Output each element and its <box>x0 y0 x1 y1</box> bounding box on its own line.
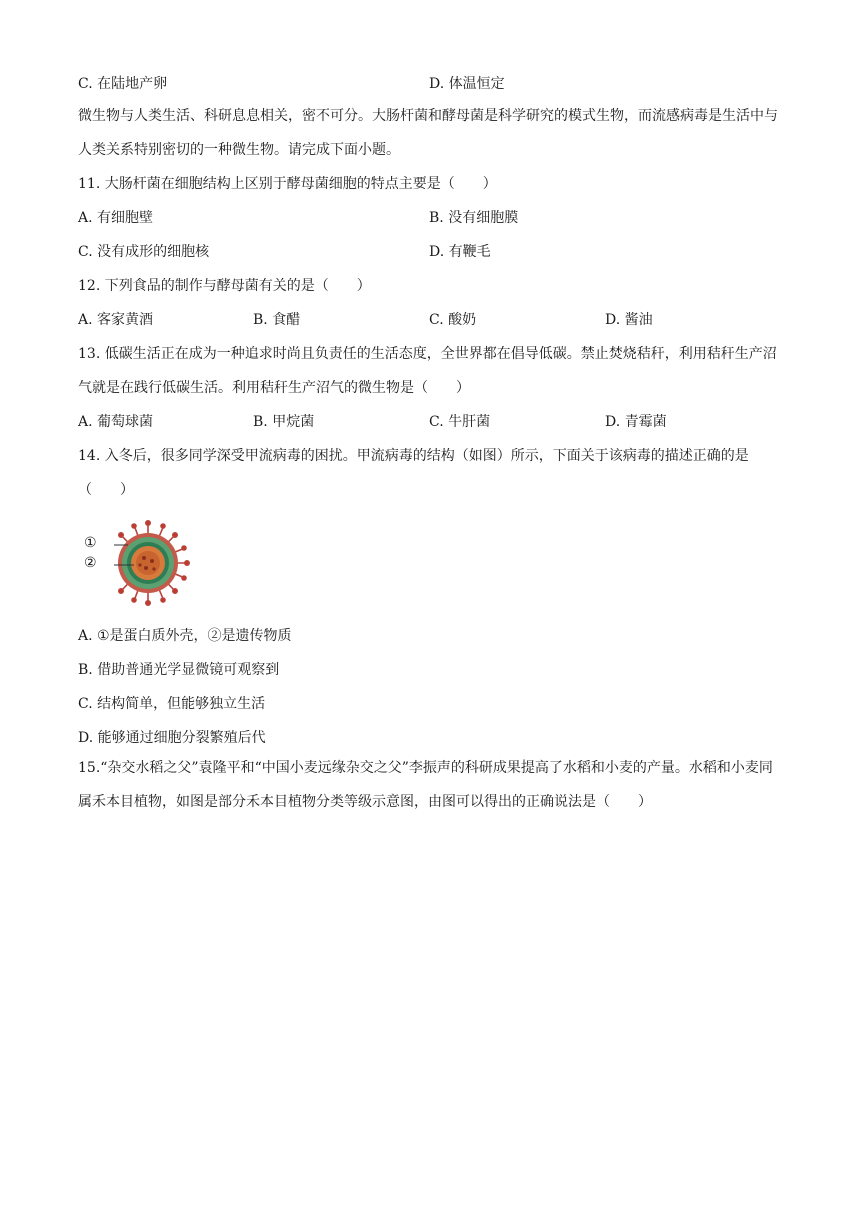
q12-option-a: A. 客家黄酒 <box>78 312 154 328</box>
flu-virus-figure <box>84 520 192 606</box>
q11-option-c: C. 没有成形的细胞核 <box>78 244 210 260</box>
q15-stem: 15.“杂交水稻之父”袁隆平和“中国小麦远缘杂交之父”李振声的科研成果提高了水稻和小麦的产量。水稻和小麦同属禾本目植物，如图是部分禾本目植物分类等级示意图，由图可以得出的正确说法是（ ） <box>78 760 773 810</box>
q13-option-c: C. 牛肝菌 <box>429 414 491 430</box>
q13-option-d: D. 青霉菌 <box>605 414 667 430</box>
q10-option-c: C. 在陆地产卵 <box>78 76 168 92</box>
q14-option-c: C. 结构简单，但能够独立生活 <box>78 696 266 712</box>
q14-option-d: D. 能够通过细胞分裂繁殖后代 <box>78 730 266 746</box>
q12-option-d: D. 酱油 <box>605 312 653 328</box>
q11-stem: 11. 大肠杆菌在细胞结构上区别于酵母菌细胞的特点主要是（ ） <box>78 176 497 192</box>
q12-stem: 12. 下列食品的制作与酵母菌有关的是（ ） <box>78 278 371 294</box>
q11-option-b: B. 没有细胞膜 <box>429 210 519 226</box>
q13-stem: 13. 低碳生活正在成为一种追求时尚且负责任的生活态度，全世界都在倡导低碳。禁止焚烧秸秆，利用秸秆生产沼气就是在践行低碳生活。利用秸秆生产沼气的微生物是（ ） <box>78 346 777 396</box>
q10-option-d: D. 体温恒定 <box>429 76 505 92</box>
intro-paragraph: 微生物与人类生活、科研息息相关，密不可分。大肠杆菌和酵母菌是科学研究的模式生物，而流感病毒是生活中与人类关系特别密切的一种微生物。请完成下面小题。 <box>78 108 778 158</box>
figure-label-one: ① <box>84 535 97 551</box>
q11-option-a: A. 有细胞壁 <box>78 210 154 226</box>
q12-option-b: B. 食醋 <box>253 312 301 328</box>
q12-option-c: C. 酸奶 <box>429 312 477 328</box>
q14-option-a: A. ①是蛋白质外壳，②是遗传物质 <box>78 628 292 644</box>
flu-virus-illustration <box>84 520 192 606</box>
q13-option-a: A. 葡萄球菌 <box>78 414 154 430</box>
figure-label-two: ② <box>84 555 97 571</box>
q11-option-d: D. 有鞭毛 <box>429 244 491 260</box>
q14-stem: 14. 入冬后，很多同学深受甲流病毒的困扰。甲流病毒的结构（如图）所示，下面关于该病毒的描述正确的是（ ） <box>78 448 749 498</box>
q14-option-b: B. 借助普通光学显微镜可观察到 <box>78 662 280 678</box>
q13-option-b: B. 甲烷菌 <box>253 414 315 430</box>
